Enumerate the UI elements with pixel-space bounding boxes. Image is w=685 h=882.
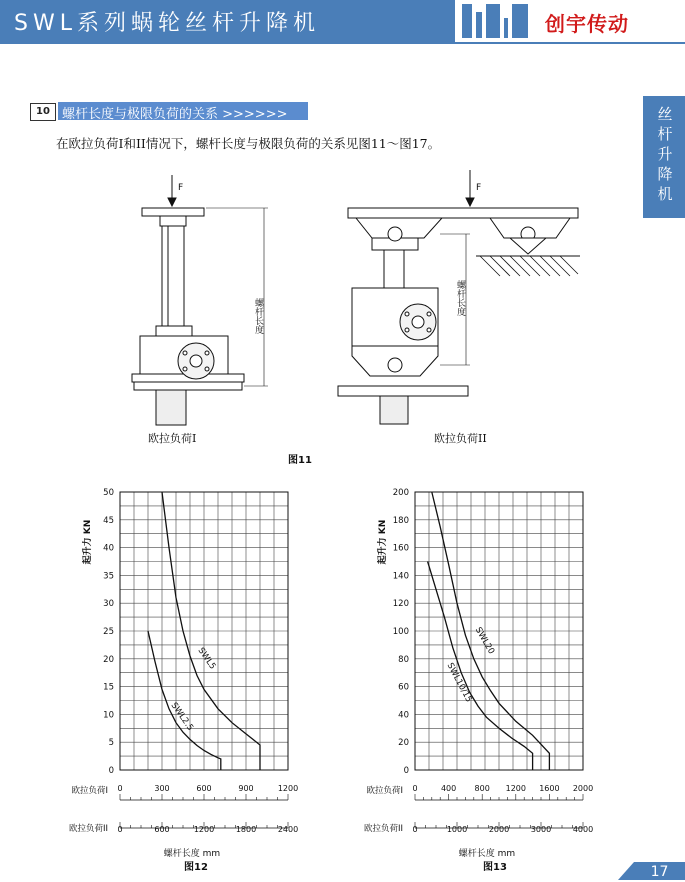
x-tick-label: 2000 — [488, 825, 510, 834]
y-tick-label: 160 — [392, 543, 409, 554]
x-axis-label: 螺杆长度 mm — [458, 849, 516, 859]
y-tick-label: 200 — [392, 488, 409, 498]
y-axis-label: 起升力 KN — [378, 519, 388, 565]
section-title: 螺杆长度与极限负荷的关系 >>>>>> — [62, 107, 288, 122]
x-tick-label: 0 — [412, 784, 418, 793]
length-label-left: 螺杆长度 — [253, 298, 263, 334]
y-tick-label: 50 — [103, 488, 114, 498]
x-tick-label: 0 — [117, 825, 123, 834]
series-label: SWL5 — [195, 646, 218, 672]
y-tick-label: 10 — [103, 710, 114, 721]
header-title: SWL系列蜗轮丝杆升降机 — [14, 11, 320, 36]
y-tick-label: 20 — [398, 738, 409, 749]
figure-12-caption: 图12 — [184, 862, 208, 873]
x-tick-label: 800 — [474, 784, 490, 793]
x-tick-label: 1000 — [446, 825, 468, 834]
chart-figure-12 — [50, 480, 310, 870]
header-rule — [0, 42, 685, 44]
y-tick-label: 180 — [392, 515, 409, 526]
y-tick-label: 40 — [398, 710, 409, 721]
x-tick-label: 600 — [196, 784, 212, 793]
section-heading — [30, 101, 308, 121]
x-tick-label: 3000 — [530, 825, 552, 834]
x-tick-label: 1200 — [277, 784, 299, 793]
axis-row-label: 欧拉负荷I — [71, 786, 108, 796]
x-tick-label: 600 — [154, 825, 170, 834]
series-line-swl10-15 — [428, 562, 533, 771]
axis-row-label: 欧拉负荷I — [366, 786, 403, 796]
page-number-tab-edge — [618, 862, 634, 880]
chart-grid — [120, 492, 288, 770]
side-tab-label: 丝杆升降机 — [657, 105, 673, 203]
x-axis-label: 螺杆长度 mm — [163, 849, 221, 859]
x-tick-label: 4000 — [572, 825, 594, 834]
x-tick-label: 400 — [440, 784, 457, 793]
y-tick-label: 45 — [103, 515, 114, 526]
x-tick-label: 1200 — [505, 784, 526, 793]
y-axis-label: 起升力 KN — [83, 519, 93, 565]
y-tick-label: 140 — [392, 571, 409, 582]
y-tick-label: 40 — [103, 543, 114, 554]
axis-row-label: 欧拉负荷II — [68, 824, 108, 834]
y-tick-label: 15 — [103, 682, 114, 693]
series-label: SWL2.5 — [168, 700, 196, 733]
x-tick-label: 0 — [412, 825, 418, 834]
x-tick-label: 2000 — [572, 784, 594, 793]
y-tick-label: 80 — [398, 654, 409, 665]
x-tick-label: 1200 — [193, 825, 215, 834]
x-tick-label: 300 — [154, 784, 170, 793]
x-tick-label: 0 — [117, 784, 123, 793]
y-tick-label: 35 — [103, 571, 114, 582]
x-tick-label: 1600 — [539, 784, 560, 793]
intro-paragraph: 在欧拉负荷I和II情况下，螺杆长度与极限负荷的关系见图11～图17。 — [56, 136, 441, 151]
x-tick-label: 1800 — [235, 825, 257, 834]
x-tick-label: 2400 — [277, 825, 299, 834]
y-tick-label: 0 — [108, 766, 114, 776]
caption-euler-ii: 欧拉负荷II — [434, 432, 487, 445]
series-label: SWL10/15 — [444, 661, 474, 705]
force-label-right: F — [476, 183, 482, 193]
page-header — [0, 0, 685, 42]
page-number: 17 — [634, 862, 685, 880]
chart-figure-13 — [345, 480, 605, 870]
figure-11-caption: 图11 — [288, 455, 312, 466]
figure-13-caption: 图13 — [483, 862, 507, 873]
euler-load-i-diagram — [132, 175, 268, 425]
y-tick-label: 20 — [103, 654, 114, 665]
euler-load-diagrams — [0, 170, 685, 470]
force-label-left: F — [178, 183, 184, 193]
y-tick-label: 5 — [108, 738, 114, 749]
series-label: SWL20 — [472, 625, 497, 657]
y-tick-label: 30 — [103, 599, 114, 610]
length-label-right: 螺杆长度 — [455, 280, 465, 316]
y-tick-label: 25 — [103, 627, 114, 637]
brand-logo-text: 创宇传动 — [545, 12, 629, 36]
header-band — [0, 0, 455, 42]
section-number: 10 — [30, 103, 56, 121]
axis-row-label: 欧拉负荷II — [363, 824, 403, 834]
y-tick-label: 0 — [403, 766, 409, 776]
y-tick-label: 120 — [392, 599, 409, 610]
x-tick-label: 900 — [238, 784, 254, 793]
y-tick-label: 100 — [392, 627, 409, 637]
caption-euler-i: 欧拉负荷I — [148, 432, 197, 445]
y-tick-label: 60 — [398, 682, 409, 693]
